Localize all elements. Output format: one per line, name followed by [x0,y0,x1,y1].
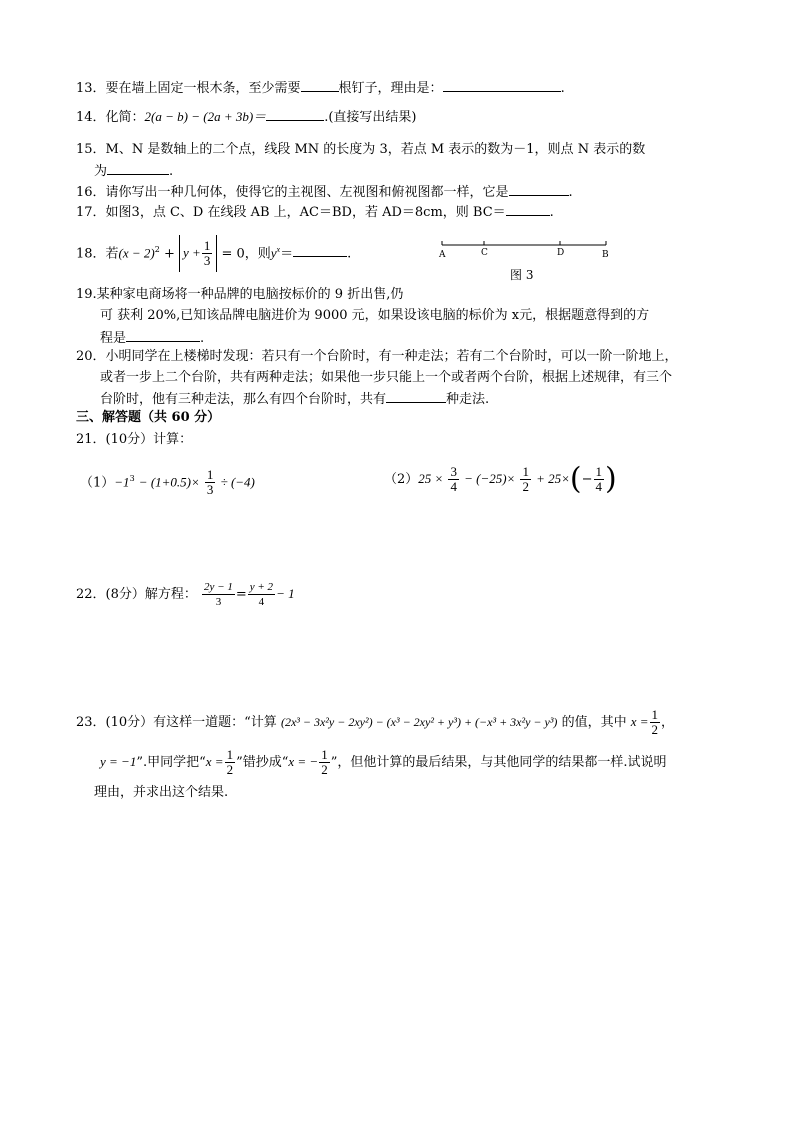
question-18: 18．若$(x - 2)^2 + y$ + $\frac{1}{3}$ = 0，则$y^x=$ . [76,232,351,272]
point-c-label: C [481,248,488,258]
section-heading: 三、解答题（共 60 分） [76,410,221,425]
question-22: 22．(8分）解方程： $\frac{2y - 1}{3}$ = $\frac{y + 2}{4}$ − 1 [76,581,295,608]
absolute-value: y + $\frac{1}{3}$ [179,235,217,272]
answer-blank[interactable] [506,202,550,216]
question-15-line2: 为 . [94,161,173,181]
line-segment-figure [436,236,616,266]
question-19-line3: 程是 . [100,328,204,348]
point-b-label: B [602,250,609,260]
question-23-line3: 理由，并求出这个结果. [94,785,229,800]
question-17: 17．如图3，点 C、D 在线段 AB 上，AC＝BD，若 AD＝8cm，则 BC＝ . [76,202,554,222]
answer-blank[interactable] [386,389,446,403]
question-21-part1: $(1)-1^3 - (1+0.5)\times$ $\frac{1}{3}$ ÷ (−4) [80,467,255,498]
figure-caption: 图 3 [510,268,534,282]
answer-blank[interactable] [301,78,339,92]
answer-blank[interactable] [126,328,200,342]
question-19-line2: 可 获利 20%,已知该品牌电脑进价为 9000 元，如果设该电脑的标价为 x元，根据题意得到的方 [100,308,650,323]
question-20-line3: 台阶时，他有三种走法，那么有四个台阶时，共有 种走法. [100,389,489,409]
question-13: 13．要在墙上固定一根木条，至少需要 根钉子，理由是： . [76,78,565,98]
point-a-label: A [439,250,446,260]
question-16: 16．请你写出一种几何体，使得它的主视图、左视图和俯视图都一样，它是 . [76,182,573,202]
point-d-label: D [557,248,565,258]
answer-blank[interactable] [293,243,347,257]
question-14: 14．化简：2(a − b) − (2a + 3b)＝ .(直接写出结果) [76,109,417,125]
question-20-line2: 或者一步上二个台阶，共有两种走法；如果他一步只能上一个或者两个台阶，根据上述规律，有三个 [100,370,673,385]
answer-blank[interactable] [443,78,561,92]
figure-3 [436,236,616,286]
answer-blank[interactable] [266,107,324,121]
question-21: 21．(10分）计算： [76,432,193,447]
question-21-part2: （2）25 × $\frac{3}{4}$ − (−25)× $\frac{1}{2}$ + 25×(− $\frac{1}{4}$ ) [384,461,617,497]
answer-blank[interactable] [509,182,569,196]
question-19: 19.某种家电商场将一种品牌的电脑按标价的 9 折出售,仍 [76,287,404,302]
question-15: 15．M、N 是数轴上的二个点，线段 MN 的长度为 3，若点 M 表示的数为－1，则点 N 表示的数 [76,142,646,157]
question-23-line2: y = −1”.甲同学把“x = $\frac{1}{2}$ ”错抄成“x = − $\frac{1}{2}$ ”，但他计算的最后结果，与其他同学的结果都一样.试说明 [100,747,667,777]
question-20: 20．小明同学在上楼梯时发现：若只有一个台阶时，有一种走法；若有二个台阶时，可以一阶一阶地上， [76,349,678,364]
answer-blank[interactable] [107,161,169,175]
question-23: 23．(10分）有这样一道题：“计算 (2x³ − 3x²y − 2xy²) − (x³ − 2xy² + y³) + (−x³ + 3x²y − y³) 的值，其中 x = $\frac{1}{2}$ ， [76,707,675,737]
